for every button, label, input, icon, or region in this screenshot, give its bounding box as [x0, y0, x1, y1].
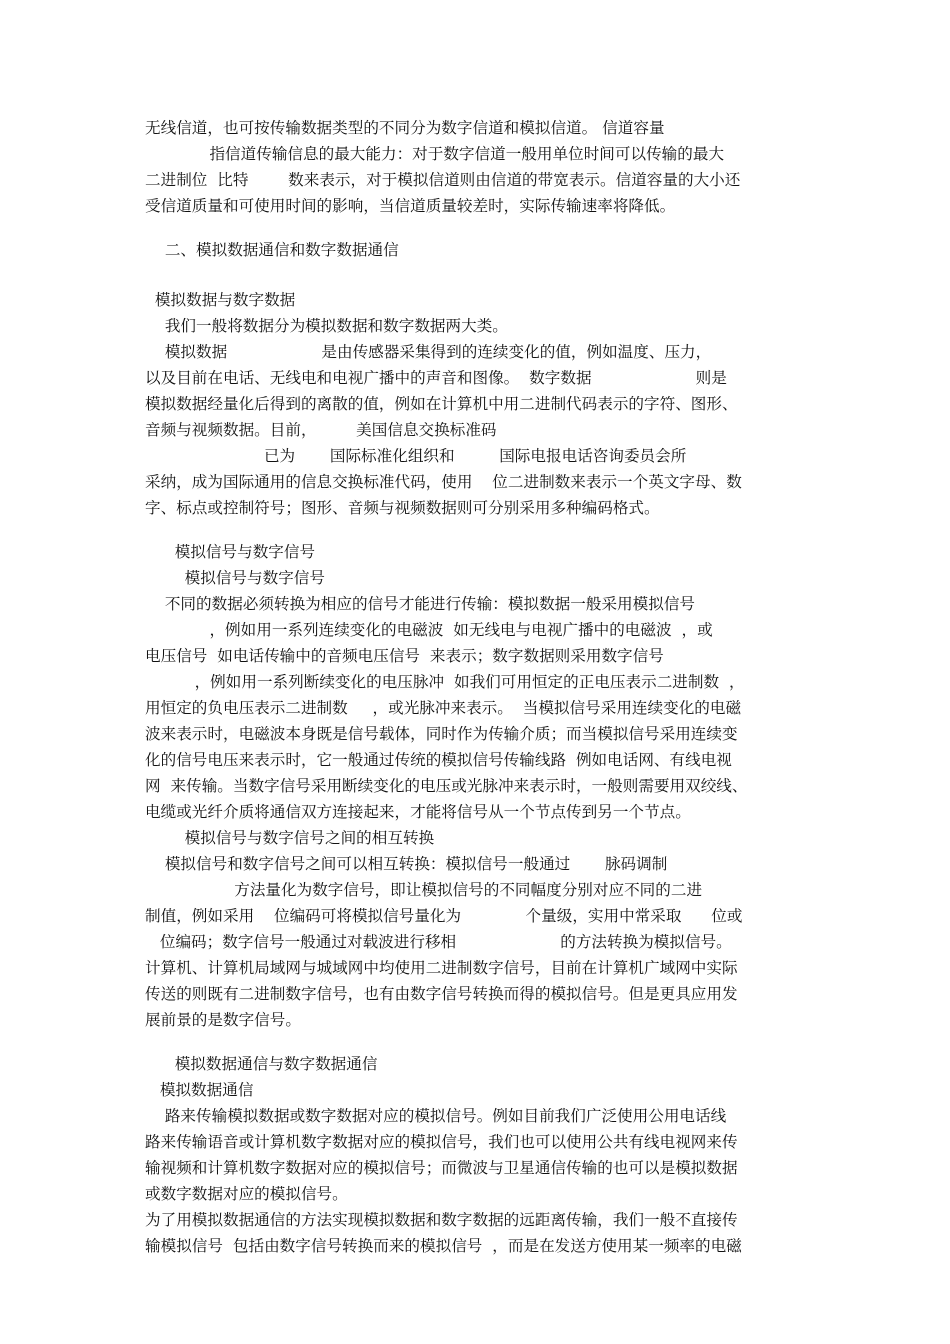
text-line: 路来传输模拟数据或数字数据对应的模拟信号。例如目前我们广泛使用公用电话线 [145, 1107, 727, 1125]
text-line: 用恒定的负电压表示二进制数 ，或光脉冲来表示。 当模拟信号采用连续变化的电磁 [145, 699, 742, 717]
text-line: 方法量化为数字信号，即让模拟信号的不同幅度分别对应不同的二进 [145, 881, 703, 899]
text-line: 传送的则既有二进制数字信号，也有由数字信号转换而得的模拟信号。但是更具应用发 [145, 985, 738, 1003]
text-line: 为了用模拟数据通信的方法实现模拟数据和数字数据的远距离传输，我们一般不直接传 [145, 1211, 738, 1229]
text-line: 展前景的是数字信号。 [145, 1011, 301, 1029]
text-line: 波来表示时，电磁波本身既是信号载体，同时作为传输介质；而当模拟信号采用连续变 [145, 725, 738, 743]
text-line: 制值，例如采用 位编码可将模拟信号量化为 个量级，实用中常采取 位或 [145, 907, 743, 925]
text-line: 电缆或光纤介质将通信双方连接起来，才能将信号从一个节点传到另一个节点。 [145, 803, 691, 821]
text-line: 模拟数据 是由传感器采集得到的连续变化的值，例如温度、压力， [145, 343, 712, 361]
text-line: 以及目前在电话、无线电和电视广播中的声音和图像。 数字数据 则是 [145, 369, 727, 387]
text-line: 受信道质量和可使用时间的影响，当信道质量较差时，实际传输速率将降低。 [145, 197, 676, 215]
text-line: ，例如用一系列连续变化的电磁波 如无线电与电视广播中的电磁波 ，或 [145, 621, 713, 639]
subsection-heading: 模拟信号与数字信号 [145, 543, 316, 561]
text-line: 路来传输语音或计算机数字数据对应的模拟信号，我们也可以使用公共有线电视网来传 [145, 1133, 738, 1151]
text-line: 输视频和计算机数字数据对应的模拟信号；而微波与卫星通信传输的也可以是模拟数据 [145, 1159, 738, 1177]
text-line: 音频与视频数据。目前， 美国信息交换标准码 [145, 421, 497, 439]
text-line: 计算机、计算机局域网与城域网中均使用二进制数字信号，目前在计算机广域网中实际 [145, 959, 738, 977]
text-line: 位编码；数字信号一般通过对载波进行移相 的方法转换为模拟信号。 [145, 933, 732, 951]
text-line: 采纳，成为国际通用的信息交换标准代码，使用 位二进制数来表示一个英文字母、数 [145, 473, 742, 491]
text-line: 无线信道，也可按传输数据类型的不同分为数字信道和模拟信道。 信道容量 [145, 119, 665, 137]
section-heading: 二、模拟数据通信和数字数据通信 [145, 241, 399, 259]
text-line: 字、标点或控制符号；图形、音频与视频数据则可分别采用多种编码格式。 [145, 499, 660, 517]
text-line: 模拟信号和数字信号之间可以相互转换：模拟信号一般通过 脉码调制 [145, 855, 668, 873]
subsection-heading: 模拟数据与数字数据 [145, 291, 296, 309]
text-line: 不同的数据必须转换为相应的信号才能进行传输：模拟数据一般采用模拟信号 [145, 595, 696, 613]
subsection-heading: 模拟数据通信与数字数据通信 [145, 1055, 378, 1073]
text-line: 网 来传输。当数字信号采用断续变化的电压或光脉冲来表示时，一般则需要用双绞线、 [145, 777, 748, 795]
text-line: 已为 国际标准化组织和 国际电报电话咨询委员会所 [145, 447, 687, 465]
subsection-heading: 模拟信号与数字信号之间的相互转换 [145, 829, 435, 847]
text-line: 指信道传输信息的最大能力：对于数字信道一般用单位时间可以传输的最大 [145, 145, 725, 163]
text-line: 输模拟信号 包括由数字信号转换而来的模拟信号 ，而是在发送方使用某一频率的电磁 [145, 1237, 742, 1255]
text-line: 二进制位 比特 数来表示，对于模拟信道则由信道的带宽表示。信道容量的大小还 [145, 171, 741, 189]
subsection-heading: 模拟数据通信 [145, 1081, 254, 1099]
text-line: 或数字数据对应的模拟信号。 [145, 1185, 348, 1203]
text-line: 化的信号电压来表示时，它一般通过传统的模拟信号传输线路 例如电话网、有线电视 [145, 751, 732, 769]
text-line: ，例如用一系列断续变化的电压脉冲 如我们可用恒定的正电压表示二进制数 ， [145, 673, 745, 691]
text-line: 模拟数据经量化后得到的离散的值，例如在计算机中用二进制代码表示的字符、图形、 [145, 395, 738, 413]
subsection-heading: 模拟信号与数字信号 [145, 569, 325, 587]
text-line: 我们一般将数据分为模拟数据和数字数据两大类。 [145, 317, 508, 335]
text-line: 电压信号 如电话传输中的音频电压信号 来表示；数字数据则采用数字信号 [145, 647, 664, 665]
